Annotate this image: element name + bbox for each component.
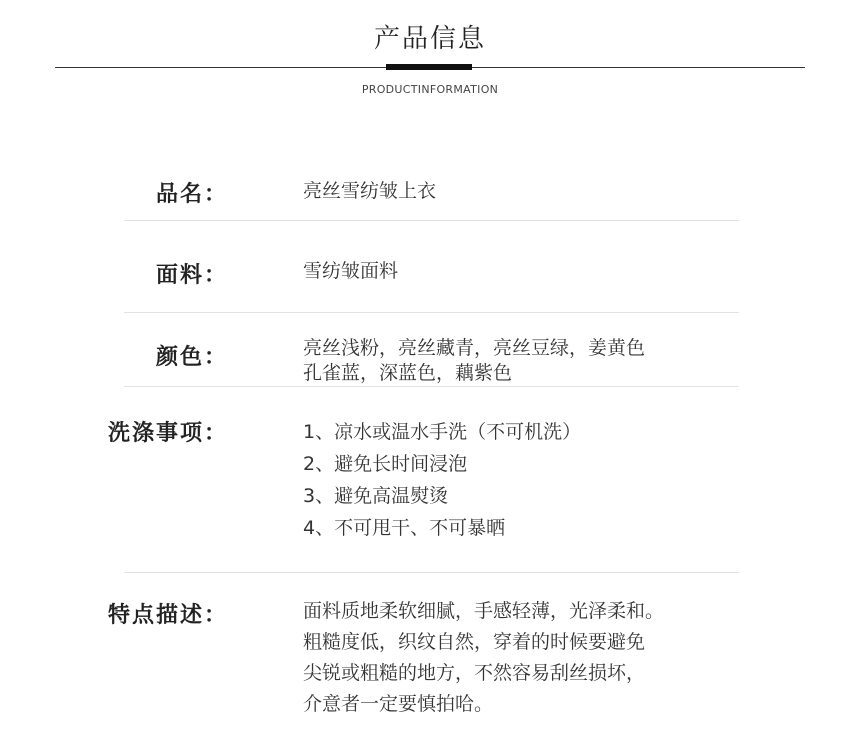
row-value xyxy=(303,416,581,544)
page-subtitle: PRODUCTINFORMATION xyxy=(361,83,499,96)
row-value xyxy=(303,178,436,204)
value-line: 面料质地柔软细腻，手感轻薄，光泽柔和。 xyxy=(303,600,665,622)
value-line: 亮丝浅粉，亮丝藏青，亮丝豆绿，姜黄色 xyxy=(303,337,646,359)
value-line: 4、不可甩干、不可暴晒 xyxy=(303,517,506,539)
row-label: 特点描述： xyxy=(107,603,228,628)
value-line: 尖锐或粗糙的地方，不然容易刮丝损坏， xyxy=(303,662,646,684)
row-label: 品名： xyxy=(155,182,228,207)
row-separator xyxy=(124,572,739,573)
title-accent-bar xyxy=(386,64,472,70)
value-line: 粗糙度低，织纹自然，穿着的时候要避免 xyxy=(303,631,646,653)
row-label: 洗涤事项： xyxy=(107,421,228,446)
value-line: 孔雀蓝，深蓝色，藕紫色 xyxy=(303,362,513,384)
value-line: 2、避免长时间浸泡 xyxy=(303,453,468,475)
row-label: 面料： xyxy=(155,263,228,288)
value-line: 亮丝雪纺皱上衣 xyxy=(303,180,437,202)
value-line: 介意者一定要慎拍哈。 xyxy=(303,693,494,715)
row-separator xyxy=(124,220,739,221)
page-title: 产品信息 xyxy=(373,24,486,54)
row-value xyxy=(303,596,664,720)
row-value xyxy=(303,258,398,284)
row-label: 颜色： xyxy=(155,345,228,370)
value-line: 雪纺皱面料 xyxy=(303,260,399,282)
row-separator xyxy=(124,312,739,313)
row-separator xyxy=(124,386,739,387)
value-line: 3、避免高温熨烫 xyxy=(303,485,449,507)
row-value xyxy=(303,336,645,386)
value-line: 1、凉水或温水手洗（不可机洗） xyxy=(303,421,582,443)
